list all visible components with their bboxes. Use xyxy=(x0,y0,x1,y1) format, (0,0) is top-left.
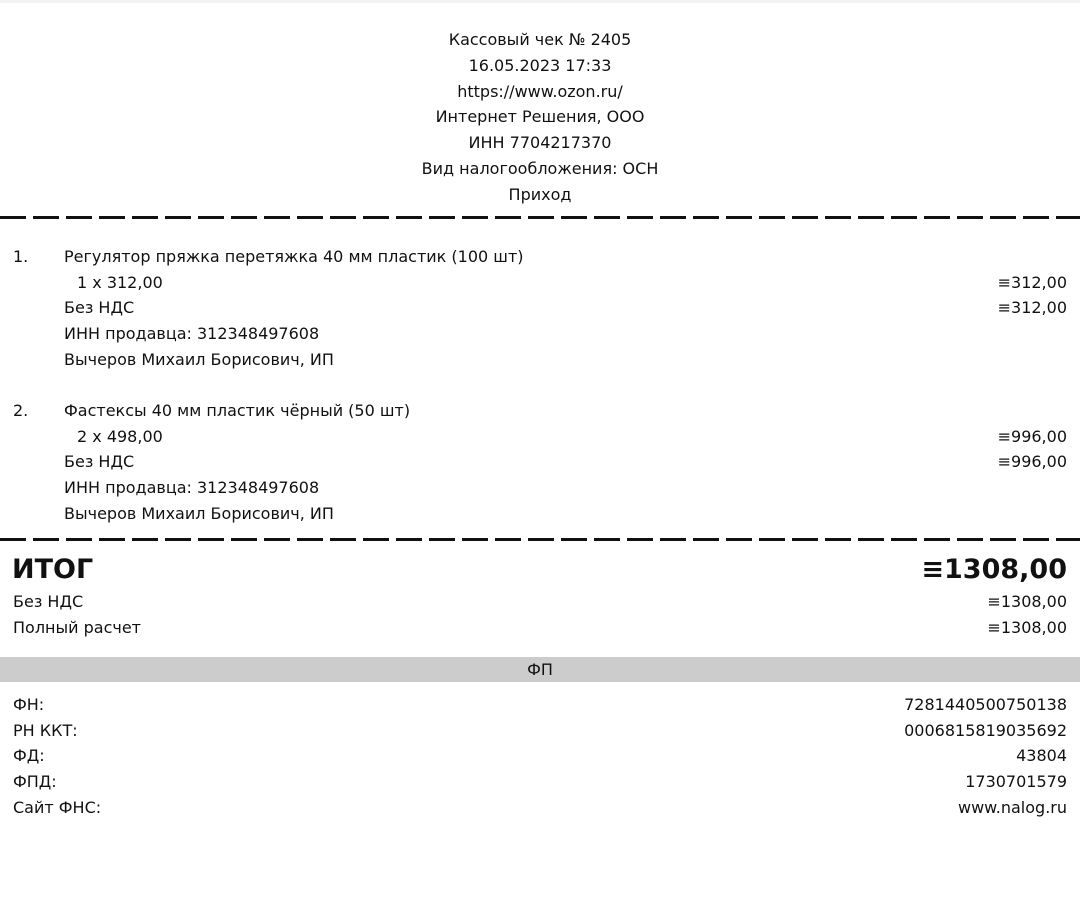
fp-section-bar: ФП xyxy=(0,657,1080,682)
receipt-datetime: 16.05.2023 17:33 xyxy=(468,55,612,75)
total-details xyxy=(0,589,1080,640)
item-vat-label: Без НДС xyxy=(64,298,135,318)
dashed-divider xyxy=(0,538,1080,541)
total-vat-label: Без НДС xyxy=(13,592,84,611)
total-label: ИТОГ xyxy=(12,554,94,585)
fiscal-value: 43804 xyxy=(1016,746,1067,766)
fiscal-value: 1730701579 xyxy=(965,772,1067,792)
payment-value: ≡1308,00 xyxy=(987,617,1067,637)
fiscal-label: ФПД: xyxy=(13,772,57,792)
company-name: Интернет Решения, ООО xyxy=(435,107,645,127)
item-number: 2. xyxy=(13,401,29,420)
fiscal-data xyxy=(0,692,1080,820)
total-vat-value: ≡1308,00 xyxy=(987,592,1067,611)
item-seller-inn: ИНН продавца: 312348497608 xyxy=(64,324,320,344)
item-number: 1. xyxy=(13,247,29,266)
fiscal-row xyxy=(0,718,1080,744)
operation-type: Приход xyxy=(508,184,572,204)
fiscal-label: РН ККТ: xyxy=(13,720,78,740)
item-name: Регулятор пряжка перетяжка 40 мм пластик (100 шт) xyxy=(64,247,524,266)
total-row xyxy=(0,552,1080,588)
fiscal-label: ФД: xyxy=(13,746,45,766)
item-name: Фастексы 40 мм пластик чёрный (50 шт) xyxy=(64,401,411,420)
top-border xyxy=(0,0,1080,3)
company-inn: ИНН 7704217370 xyxy=(468,133,612,153)
item-sum: ≡996,00 xyxy=(997,426,1067,446)
item-vat-sum: ≡312,00 xyxy=(997,298,1067,318)
receipt-item xyxy=(0,244,1080,372)
item-seller-name: Вычеров Михаил Борисович, ИП xyxy=(64,503,334,523)
total-value: ≡1308,00 xyxy=(921,554,1067,585)
payment-label: Полный расчет xyxy=(13,617,141,637)
fiscal-row xyxy=(0,795,1080,821)
receipt-title: Кассовый чек № 2405 xyxy=(448,30,632,49)
item-vat-label: Без НДС xyxy=(64,452,135,472)
item-vat-sum: ≡996,00 xyxy=(997,452,1067,472)
fiscal-value: 0006815819035692 xyxy=(904,720,1067,740)
fiscal-label: ФН: xyxy=(13,695,45,714)
receipt-header xyxy=(0,27,1080,208)
fns-site-link[interactable]: www.nalog.ru xyxy=(957,797,1067,817)
fiscal-row xyxy=(0,769,1080,795)
item-qty-price: 2 х 498,00 xyxy=(77,426,163,446)
receipt-item xyxy=(0,398,1080,526)
fiscal-label: Сайт ФНС: xyxy=(13,797,102,817)
item-seller-name: Вычеров Михаил Борисович, ИП xyxy=(64,349,334,369)
tax-system: Вид налогообложения: ОСН xyxy=(421,158,659,178)
dashed-divider xyxy=(0,216,1080,219)
item-seller-inn: ИНН продавца: 312348497608 xyxy=(64,478,320,498)
fiscal-value: 7281440500750138 xyxy=(904,695,1067,714)
receipt-site: https://www.ozon.ru/ xyxy=(457,81,623,101)
item-qty-price: 1 х 312,00 xyxy=(77,272,163,292)
fiscal-row xyxy=(0,692,1080,718)
fiscal-row xyxy=(0,743,1080,769)
item-sum: ≡312,00 xyxy=(997,272,1067,292)
